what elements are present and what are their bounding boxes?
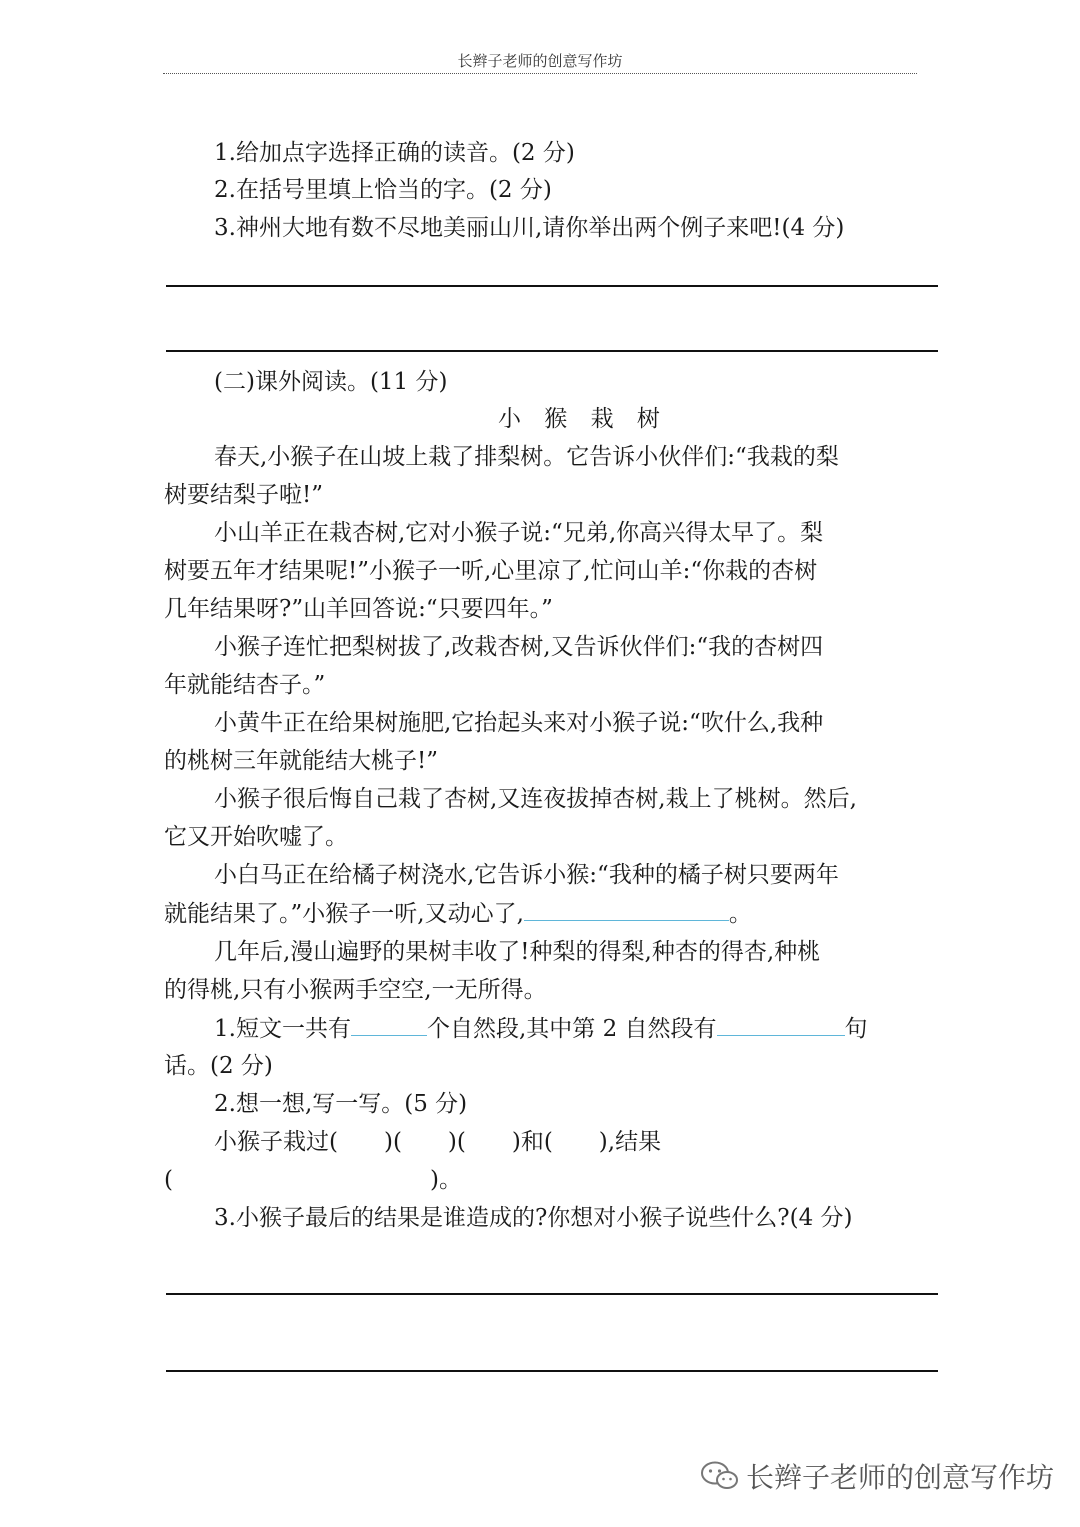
story-line bbox=[164, 898, 752, 929]
story-line: 的得桃,只有小猴两手空空,一无所得。 bbox=[164, 977, 547, 1003]
story-line: 的桃树三年就能结大桃子!” bbox=[164, 748, 439, 774]
header-title: 长辫子老师的创意写作坊 bbox=[457, 52, 623, 70]
fill-blank-sentence-count[interactable] bbox=[717, 1013, 845, 1036]
q1-text-a: 1.短文一共有 bbox=[214, 1016, 351, 1042]
reading-question-3: 3.小猴子最后的结果是谁造成的?你想对小猴子说些什么?(4 分) bbox=[214, 1205, 853, 1231]
answer-line bbox=[166, 285, 938, 287]
story-line: 小猴子很后悔自己栽了杏树,又连夜拔掉杏树,栽上了桃树。然后, bbox=[214, 786, 857, 812]
story-line: 小黄牛正在给果树施肥,它抬起头来对小猴子说:“吹什么,我种 bbox=[214, 710, 824, 736]
question-1: 1.给加点字选择正确的读音。(2 分) bbox=[214, 140, 575, 166]
watermark bbox=[700, 1456, 1054, 1499]
reading-question-2: 2.想一想,写一写。(5 分) bbox=[214, 1091, 468, 1117]
end-period: 。 bbox=[728, 901, 752, 927]
reading-question-1-cont: 话。(2 分) bbox=[164, 1053, 273, 1079]
answer-line bbox=[166, 1293, 938, 1295]
story-line: 树要五年才结果呢!”小猴子一听,心里凉了,忙问山羊:“你栽的杏树 bbox=[164, 558, 818, 584]
question-3: 3.神州大地有数不尽地美丽山川,请你举出两个例子来吧!(4 分) bbox=[214, 215, 845, 241]
story-title: 小 猴 栽 树 bbox=[498, 406, 668, 432]
paren-close: )。 bbox=[430, 1167, 462, 1193]
story-line: 小猴子连忙把梨树拔了,改栽杏树,又告诉伙伴们:“我的杏树四 bbox=[214, 634, 824, 660]
q1-text-c: 句 bbox=[844, 1016, 868, 1042]
q1-text-b: 个自然段,其中第 2 自然段有 bbox=[426, 1016, 717, 1042]
story-line: 小山羊正在栽杏树,它对小猴子说:“兄弟,你高兴得太早了。梨 bbox=[214, 520, 824, 546]
fill-blank[interactable] bbox=[524, 898, 729, 921]
reading-question-1 bbox=[214, 1013, 868, 1044]
story-line: 几年后,漫山遍野的果树丰收了!种梨的得梨,种杏的得杏,种桃 bbox=[214, 939, 821, 965]
question-2: 2.在括号里填上恰当的字。(2 分) bbox=[214, 177, 552, 203]
paren-open: ( bbox=[164, 1167, 173, 1193]
reading-question-2-fill: 小猴子栽过( )( )( )和( ),结果 bbox=[214, 1129, 662, 1155]
answer-line bbox=[166, 1370, 938, 1372]
section-heading: (二)课外阅读。(11 分) bbox=[214, 369, 448, 395]
story-line: 树要结梨子啦!” bbox=[164, 482, 324, 508]
story-line-text: 就能结果了。”小猴子一听,又动心了, bbox=[164, 901, 524, 927]
header-rule bbox=[163, 73, 917, 74]
story-line: 小白马正在给橘子树浇水,它告诉小猴:“我种的橘子树只要两年 bbox=[214, 862, 839, 888]
wechat-icon bbox=[700, 1460, 740, 1499]
answer-line bbox=[166, 350, 938, 352]
story-line: 春天,小猴子在山坡上栽了排梨树。它告诉小伙伴们:“我栽的梨 bbox=[214, 444, 839, 470]
story-line: 它又开始吹嘘了。 bbox=[164, 824, 348, 850]
story-line: 年就能结杏子。” bbox=[164, 672, 326, 698]
fill-blank-paragraph-count[interactable] bbox=[351, 1013, 427, 1036]
watermark-text: 长辫子老师的创意写作坊 bbox=[746, 1461, 1055, 1494]
story-line: 几年结果呀?”山羊回答说:“只要四年。” bbox=[164, 596, 553, 622]
